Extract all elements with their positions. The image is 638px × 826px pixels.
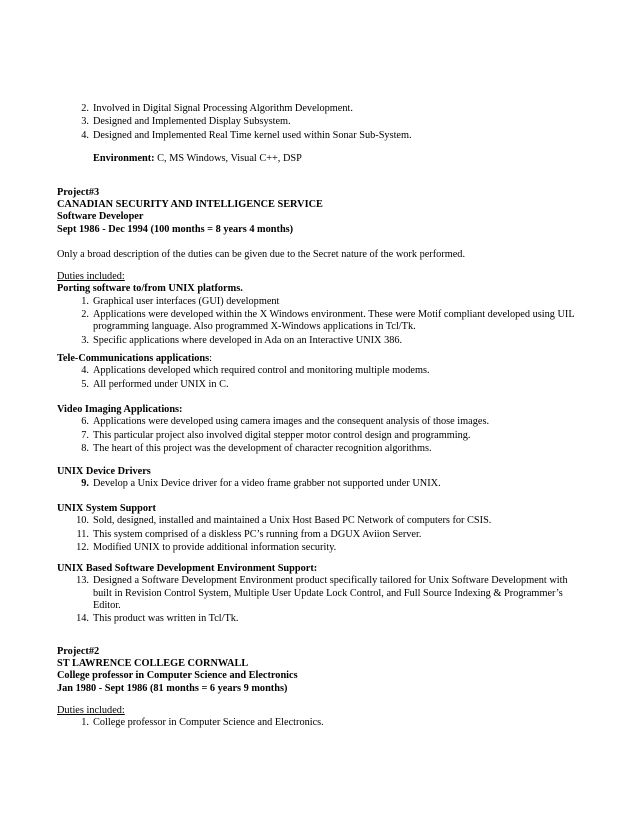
item-number: 4. — [81, 365, 89, 377]
item-text: Designed and Implemented Real Time kernel used within Sonar Sub-System. — [93, 129, 412, 141]
project3-header — [57, 187, 597, 236]
continued-duties-list — [57, 103, 597, 143]
item-number: 13. — [76, 575, 89, 587]
item-number: 11. — [76, 528, 89, 540]
system-support-section — [57, 503, 597, 555]
item-number: 3. — [81, 334, 89, 346]
project2-duties — [57, 705, 597, 731]
item-number: 9. — [81, 478, 89, 490]
project-heading: Project#2 — [57, 646, 100, 657]
item-text: Graphical user interfaces (GUI) development — [93, 295, 280, 307]
list-item — [57, 613, 597, 625]
item-text: College professor in Computer Science and Electronics. — [93, 717, 324, 729]
item-text: Involved in Digital Signal Processing Algorithm Development. — [93, 103, 353, 114]
item-text: Develop a Unix Device driver for a video frame grabber not supported under UNIX. — [93, 478, 441, 490]
list-item — [57, 309, 597, 334]
project-organization: ST LAWRENCE COLLEGE CORNWALL — [57, 658, 249, 670]
video-imaging-section — [57, 404, 597, 456]
item-number: 3. — [81, 116, 89, 128]
item-number: 7. — [81, 429, 89, 441]
section-title-suffix: : — [209, 353, 212, 364]
project-period: Jan 1980 - Sept 1986 (81 months = 6 years 9 months) — [57, 682, 288, 694]
project-note: Only a broad description of the duties can be given due to the Secret nature of the work performed. — [57, 249, 466, 260]
section-title: Tele-Communications applications — [57, 353, 210, 364]
list-item — [57, 443, 597, 455]
device-drivers-section — [57, 466, 597, 492]
project-heading: Project#3 — [57, 187, 100, 198]
project-organization: CANADIAN SECURITY AND INTELLIGENCE SERVICE — [57, 199, 323, 211]
item-text: Specific applications where developed in Ada on an Interactive UNIX 386. — [93, 334, 403, 346]
list-item — [57, 529, 597, 541]
item-number: 6. — [81, 416, 89, 428]
list-item — [57, 717, 597, 729]
item-number: 1. — [81, 295, 89, 307]
list-item — [57, 296, 597, 308]
item-number: 8. — [81, 443, 89, 455]
item-text: This particular project also involved digital stepper motor control design and programming. — [93, 429, 471, 441]
item-text: The heart of this project was the development of character recognition algorithms. — [93, 443, 432, 455]
project2-header — [57, 646, 597, 695]
item-text: All performed under UNIX in C. — [93, 378, 229, 390]
item-text: built in Revision Control System, Multiple User Update Lock Control, and Full Source Indexing & Programmer’s — [93, 587, 563, 599]
list-item — [57, 103, 597, 115]
item-number: 14. — [76, 613, 89, 625]
item-text: This system comprised of a diskless PC’s running from a DGUX Aviion Server. — [93, 528, 422, 540]
item-number: 5. — [81, 378, 89, 390]
duties-label: Duties included: — [57, 705, 125, 716]
list-item — [57, 575, 597, 612]
item-text: Sold, designed, installed and maintained a Unix Host Based PC Network of computers for CSIS. — [93, 515, 492, 527]
section-title: Video Imaging Applications: — [57, 404, 183, 415]
duties-label: Duties included: — [57, 271, 125, 282]
item-number: 12. — [76, 542, 89, 554]
dev-environment-section — [57, 563, 597, 627]
project3-duties — [57, 271, 597, 348]
item-text: Applications developed which required control and monitoring multiple modems. — [93, 365, 430, 377]
section-title: UNIX Device Drivers — [57, 466, 151, 477]
list-item — [57, 335, 597, 347]
project-period: Sept 1986 - Dec 1994 (100 months = 8 years 4 months) — [57, 223, 294, 235]
item-text: Applications were developed using camera images and the consequent analysis of those images. — [93, 416, 490, 428]
item-text: Applications were developed within the X Windows environment. These were Motif compliant developed using UIL — [93, 309, 575, 321]
item-text: Modified UNIX to provide additional information security. — [93, 542, 337, 554]
telecom-section — [57, 353, 597, 392]
project-role: College professor in Computer Science and Electronics — [57, 670, 298, 682]
list-item — [57, 542, 597, 554]
project-role: Software Developer — [57, 211, 144, 223]
item-number: 10. — [76, 515, 89, 527]
item-number: 4. — [81, 129, 89, 141]
environment-value: C, MS Windows, Visual C++, DSP — [154, 153, 302, 164]
item-text: programming language. Also programmed X-Windows applications in Tcl/Tk. — [93, 321, 416, 333]
item-text: Editor. — [93, 600, 121, 612]
list-item — [57, 515, 597, 527]
list-item — [57, 116, 597, 128]
item-text: Designed a Software Development Environment product specifically tailored for Unix Software Development with — [93, 575, 568, 587]
section-title: UNIX System Support — [57, 503, 156, 514]
list-item — [57, 130, 597, 142]
item-number: 2. — [81, 103, 89, 114]
item-number: 2. — [81, 309, 89, 321]
item-number: 1. — [81, 717, 89, 729]
list-item — [57, 416, 597, 428]
list-item — [57, 478, 597, 490]
environment-line — [57, 153, 633, 165]
item-text: Designed and Implemented Display Subsystem. — [93, 116, 291, 128]
section-title: Porting software to/from UNIX platforms. — [57, 283, 243, 295]
environment-label: Environment: — [93, 153, 155, 164]
item-text: This product was written in Tcl/Tk. — [93, 613, 239, 625]
list-item — [57, 430, 597, 442]
section-title: UNIX Based Software Development Environment Support: — [57, 563, 318, 574]
list-item — [57, 379, 597, 391]
list-item — [57, 365, 597, 377]
